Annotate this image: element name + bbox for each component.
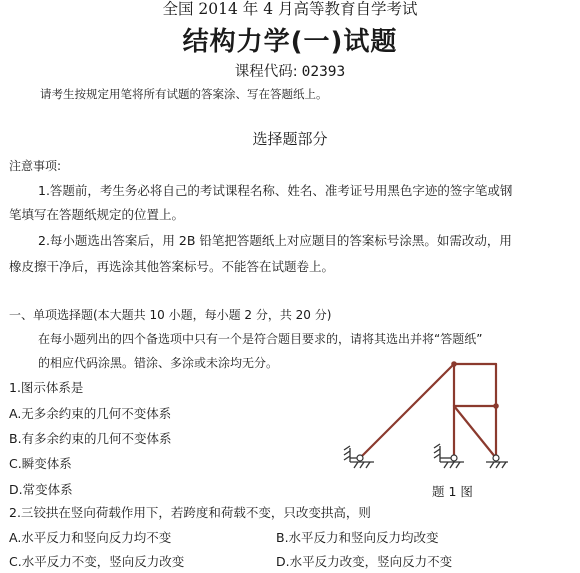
question-1-stem: 1.图示体系是 [9,380,84,395]
note-2-line-2: 橡皮擦干净后，再选涂其他答案标号。不能答在试题卷上。 [9,259,335,274]
course-code-label: 课程代码: [234,64,298,80]
figure-1-caption: 题 1 图 [432,484,473,499]
notes-heading: 注意事项: [9,159,62,173]
note-1-line-1: 1.答题前，考生务必将自己的考试课程名称、姓名、准考证号用黑色字迹的签字笔或钢 [38,183,513,198]
hinge-right [493,455,499,461]
course-code-value: 02393 [301,64,346,80]
joints [357,362,499,461]
question-1-option-c: C.瞬变体系 [9,456,72,471]
part-one-desc-1: 在每小题列出的四个备选项中只有一个是符合题目要求的，请将其选出并将“答题纸” [38,332,483,346]
support-middle [434,444,464,468]
course-code [0,60,580,81]
joint-mid-right [494,404,498,408]
question-1-option-a: A.无多余约束的几何不变体系 [9,406,172,421]
answer-instruction: 请考生按规定用笔将所有试题的答案涂、写在答题纸上。 [40,87,328,101]
part-one-desc-2: 的相应代码涂黑。错涂、多涂或未涂均无分。 [38,356,279,370]
question-1-figure [340,350,530,475]
joint-top-left [452,362,456,366]
hinge-left [357,455,363,461]
question-2-option-c: C.水平反力不变，竖向反力改变 [9,554,185,569]
part-one-heading: 一、单项选择题(本大题共 10 小题，每小题 2 分，共 20 分) [9,308,332,322]
note-1-line-2: 笔填写在答题纸规定的位置上。 [9,207,185,222]
exam-line: 全国 2014 年 4 月高等教育自学考试 [162,0,418,18]
question-1-option-b: B.有多余约束的几何不变体系 [9,431,172,446]
question-2-stem: 2.三铰拱在竖向荷载作用下，若跨度和荷载不变，只改变拱高，则 [9,505,371,520]
supports [344,444,508,468]
exam-title: 结构力学(一)试题 [182,27,398,57]
note-2-line-1: 2.每小题选出答案后，用 2B 铅笔把答题纸上对应题目的答案标号涂黑。如需改动，用 [38,233,512,248]
question-2-option-d: D.水平反力改变，竖向反力不变 [276,554,453,569]
support-right [486,462,508,468]
hinge-middle [451,455,457,461]
frame-members [360,364,496,458]
section-title: 选择题部分 [252,130,328,148]
question-2-option-a: A.水平反力和竖向反力均不变 [9,530,172,545]
question-2-option-b: B.水平反力和竖向反力均改变 [276,530,439,545]
question-1-option-d: D.常变体系 [9,482,73,497]
lower-brace [454,406,496,458]
